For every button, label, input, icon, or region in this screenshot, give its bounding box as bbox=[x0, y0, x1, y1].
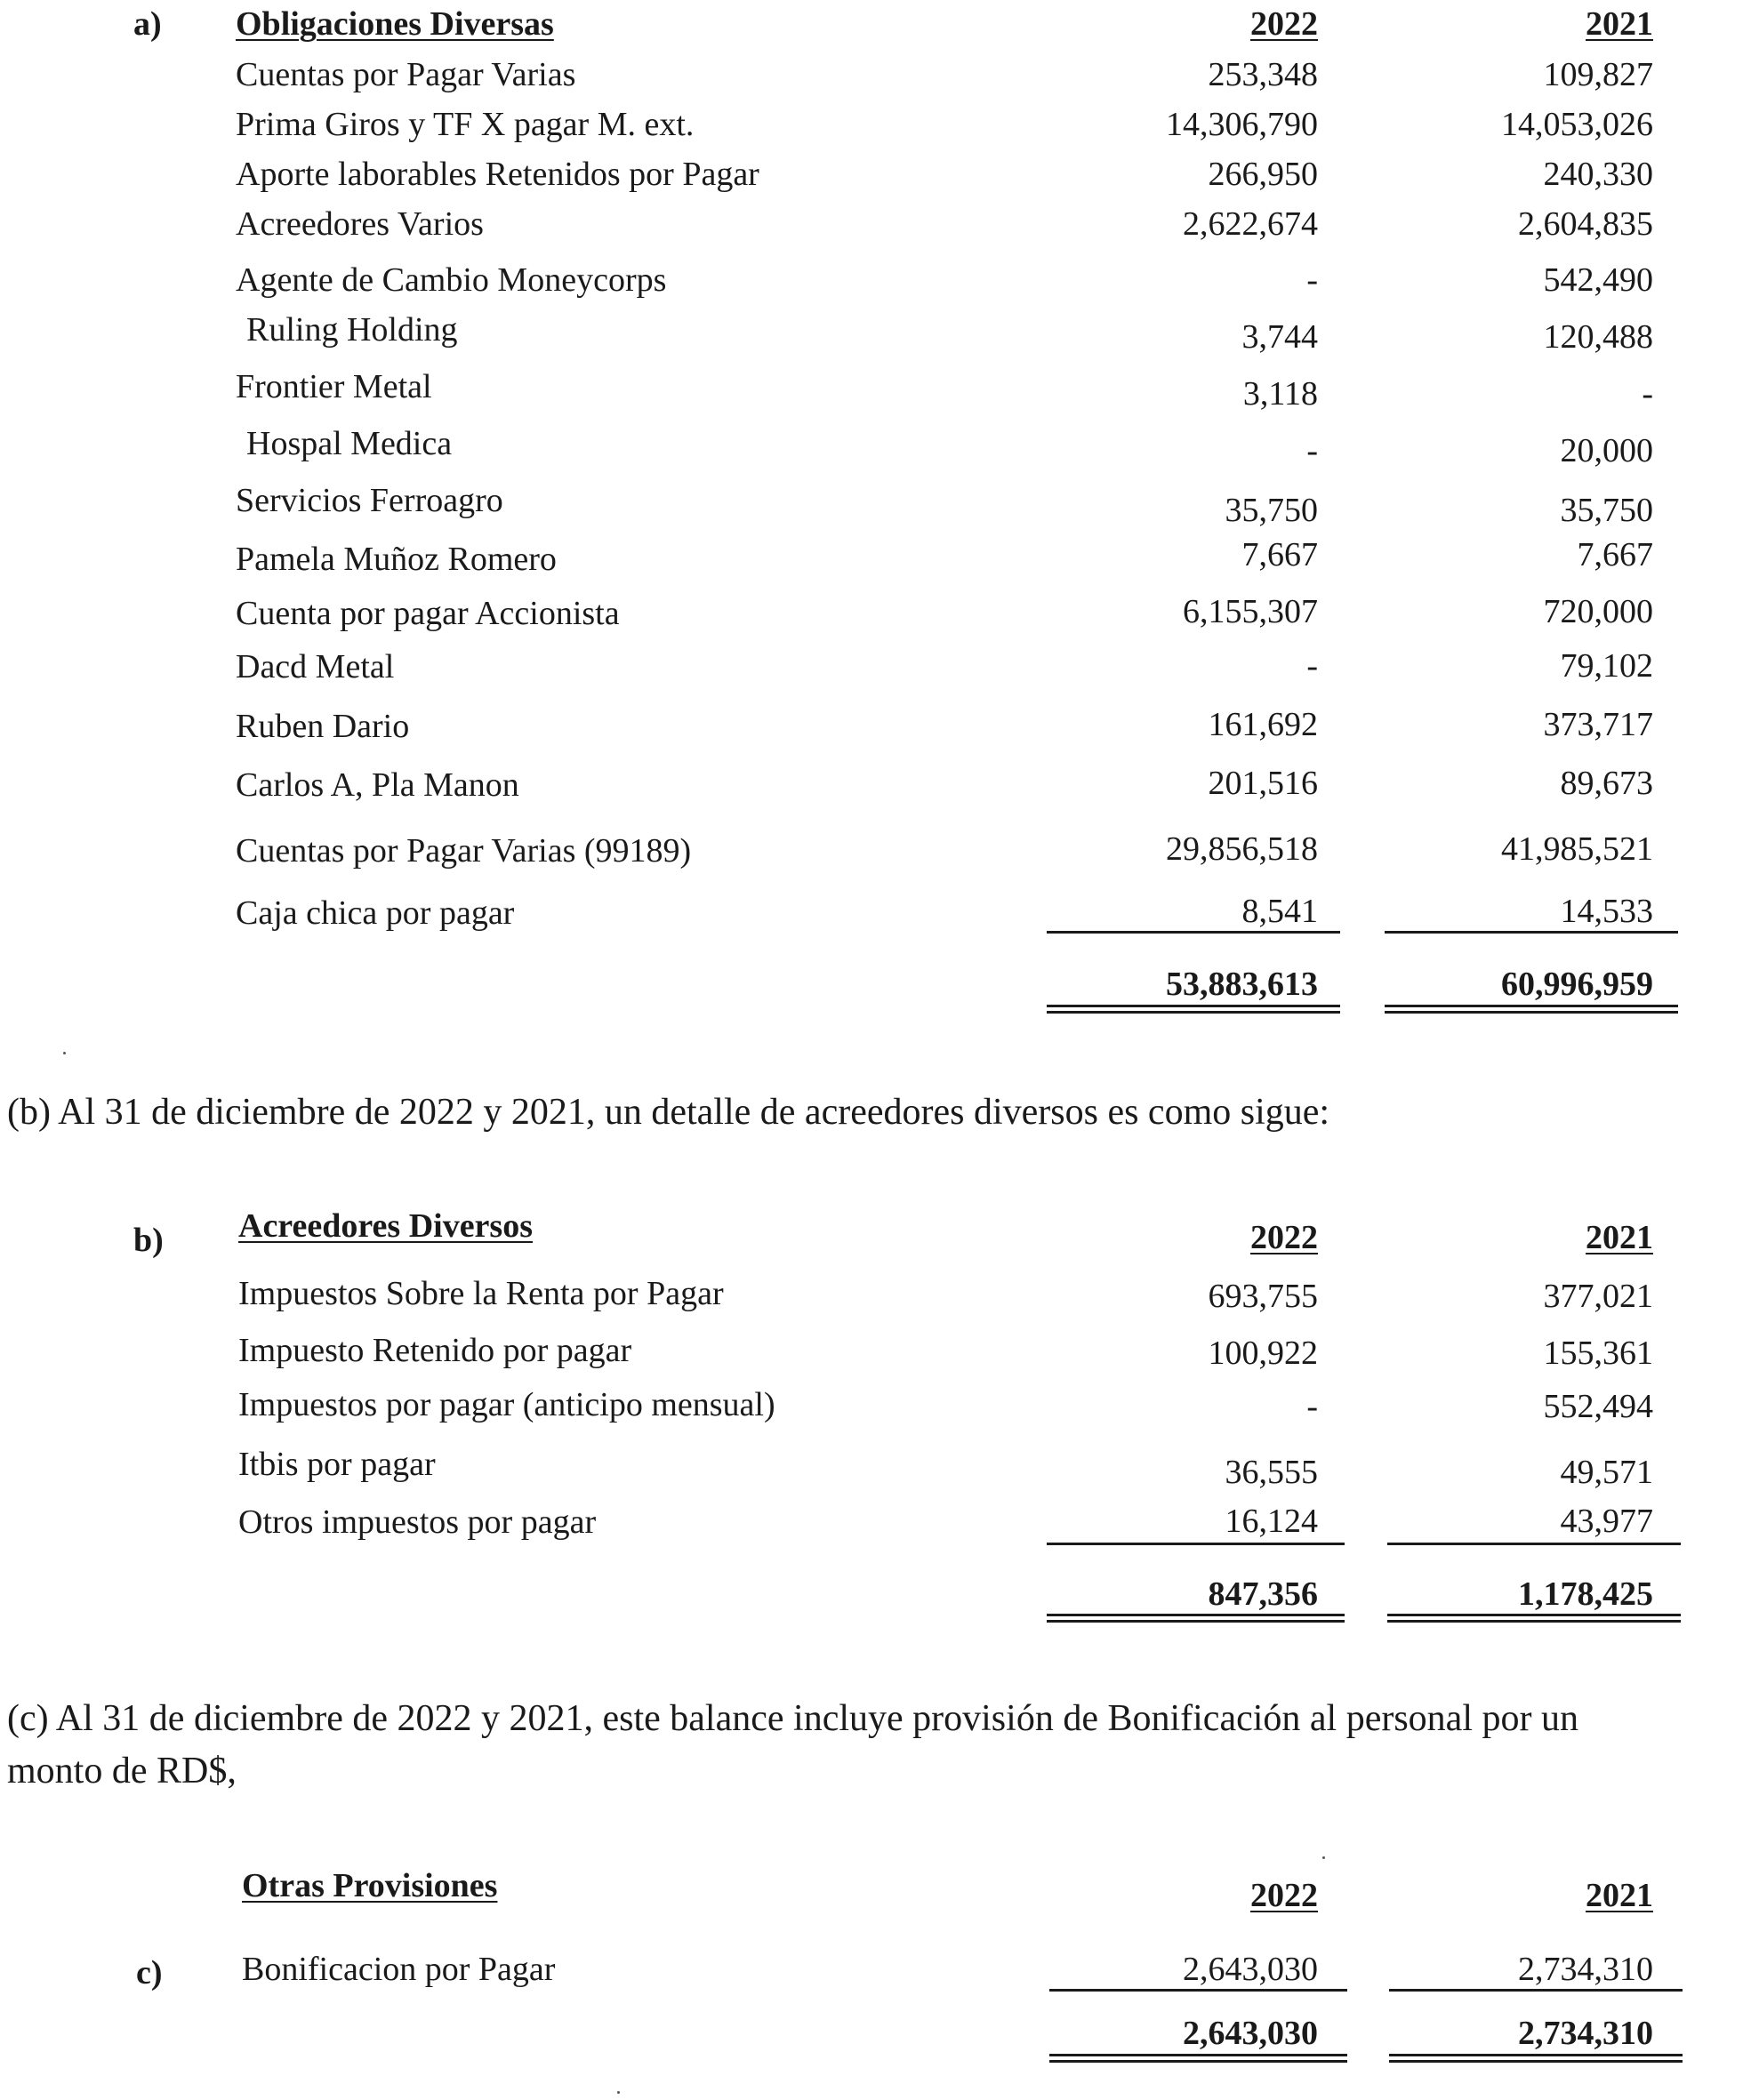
table-row-value-2021: 120,488 bbox=[1543, 318, 1653, 356]
subtotal-rule-2022 bbox=[1049, 1989, 1347, 1992]
subtotal-rule-2022 bbox=[1047, 931, 1340, 934]
paragraph-c-line-2: monto de RD$, bbox=[7, 1751, 237, 1791]
table-row-label: Impuestos Sobre la Renta por Pagar bbox=[238, 1275, 724, 1312]
table-row-label: Dacd Metal bbox=[236, 648, 395, 685]
table-row-label: Cuenta por pagar Accionista bbox=[236, 595, 620, 632]
table-row-value-2022: 2,622,674 bbox=[1183, 205, 1318, 243]
table-row-value-2022: 6,155,307 bbox=[1183, 593, 1318, 630]
table-row-label: Impuestos por pagar (anticipo mensual) bbox=[238, 1386, 775, 1423]
table-row-label: Caja chica por pagar bbox=[236, 894, 515, 932]
table-row-value-2022: - bbox=[1306, 432, 1318, 469]
table-row-value-2021: 2,604,835 bbox=[1518, 205, 1653, 243]
table-row-label: Agente de Cambio Moneycorps bbox=[236, 261, 667, 299]
section-b-total-2022: 847,356 bbox=[1208, 1575, 1318, 1613]
table-row-value-2021: 2,734,310 bbox=[1518, 1951, 1653, 1988]
scan-speck bbox=[63, 1052, 66, 1054]
table-row-label: Cuentas por Pagar Varias (99189) bbox=[236, 832, 692, 870]
scan-speck bbox=[617, 2091, 620, 2094]
paragraph-c-line-1: (c) Al 31 de diciembre de 2022 y 2021, este balance incluye provisión de Bonificación al personal por un bbox=[7, 1698, 1578, 1739]
table-row-value-2022: 201,516 bbox=[1208, 765, 1318, 802]
total-double-rule-2022 bbox=[1047, 1614, 1345, 1623]
subtotal-rule-2021 bbox=[1387, 1543, 1681, 1545]
section-a-year-2022: 2022 bbox=[1250, 5, 1318, 43]
table-row-label: Itbis por pagar bbox=[238, 1446, 436, 1483]
section-b-year-2021: 2021 bbox=[1586, 1219, 1653, 1256]
section-c-year-2021: 2021 bbox=[1586, 1877, 1653, 1914]
table-row-label: Carlos A, Pla Manon bbox=[236, 766, 519, 804]
table-row-value-2022: 161,692 bbox=[1208, 706, 1318, 743]
table-row-label: Servicios Ferroagro bbox=[236, 482, 503, 519]
table-row-value-2022: 253,348 bbox=[1208, 56, 1318, 93]
section-c-total-2021: 2,734,310 bbox=[1518, 2015, 1653, 2052]
section-c-total-2022: 2,643,030 bbox=[1183, 2015, 1318, 2052]
table-row-value-2021: 14,053,026 bbox=[1501, 106, 1653, 143]
table-row-label: Acreedores Varios bbox=[236, 205, 484, 243]
total-double-rule-2022 bbox=[1049, 2054, 1347, 2063]
section-b-letter: b) bbox=[133, 1222, 164, 1259]
table-row-label: Pamela Muñoz Romero bbox=[236, 541, 557, 578]
table-row-value-2021: 41,985,521 bbox=[1501, 830, 1653, 868]
table-row-value-2022: 100,922 bbox=[1208, 1335, 1318, 1372]
table-row-value-2021: 14,533 bbox=[1560, 893, 1653, 930]
table-row-label: Frontier Metal bbox=[236, 368, 432, 405]
table-row-value-2022: 2,643,030 bbox=[1183, 1951, 1318, 1988]
table-row-value-2021: 155,361 bbox=[1543, 1335, 1653, 1372]
table-row-label: Bonificacion por Pagar bbox=[242, 1951, 556, 1988]
table-row-value-2021: 552,494 bbox=[1543, 1388, 1653, 1425]
total-double-rule-2021 bbox=[1389, 2054, 1683, 2063]
table-row-value-2022: 35,750 bbox=[1225, 492, 1318, 529]
table-row-value-2021: 542,490 bbox=[1543, 261, 1653, 299]
section-b-year-2022: 2022 bbox=[1250, 1219, 1318, 1256]
table-row-value-2022: 7,667 bbox=[1241, 536, 1318, 573]
subtotal-rule-2021 bbox=[1385, 931, 1678, 934]
table-row-value-2021: 7,667 bbox=[1577, 536, 1653, 573]
table-row-value-2022: - bbox=[1306, 1388, 1318, 1425]
section-b-title: Acreedores Diversos bbox=[238, 1207, 533, 1245]
section-a-letter: a) bbox=[133, 5, 162, 43]
table-row-label: Hospal Medica bbox=[246, 425, 453, 462]
subtotal-rule-2021 bbox=[1389, 1989, 1683, 1992]
table-row-value-2022: - bbox=[1306, 261, 1318, 299]
table-row-label: Impuesto Retenido por pagar bbox=[238, 1332, 632, 1369]
table-row-value-2022: - bbox=[1306, 647, 1318, 685]
section-c-letter: c) bbox=[136, 1954, 163, 1992]
table-row-value-2021: 720,000 bbox=[1543, 593, 1653, 630]
table-row-value-2021: 43,977 bbox=[1560, 1503, 1653, 1540]
table-row-label: Prima Giros y TF X pagar M. ext. bbox=[236, 106, 695, 143]
table-row-value-2021: 377,021 bbox=[1543, 1278, 1653, 1315]
table-row-label: Otros impuestos por pagar bbox=[238, 1503, 597, 1541]
table-row-value-2021: 89,673 bbox=[1560, 765, 1653, 802]
table-row-value-2021: - bbox=[1642, 375, 1653, 413]
table-row-value-2022: 3,744 bbox=[1241, 318, 1318, 356]
section-c-title: Otras Provisiones bbox=[242, 1867, 498, 1904]
table-row-value-2022: 693,755 bbox=[1208, 1278, 1318, 1315]
table-row-label: Ruben Dario bbox=[236, 708, 410, 745]
section-a-total-2021: 60,996,959 bbox=[1501, 966, 1653, 1003]
table-row-value-2021: 49,571 bbox=[1560, 1454, 1653, 1491]
table-row-value-2021: 79,102 bbox=[1560, 647, 1653, 685]
total-double-rule-2021 bbox=[1385, 1005, 1678, 1014]
table-row-value-2022: 8,541 bbox=[1241, 893, 1318, 930]
section-c-year-2022: 2022 bbox=[1250, 1877, 1318, 1914]
table-row-value-2022: 29,856,518 bbox=[1166, 830, 1318, 868]
table-row-label: Ruling Holding bbox=[246, 311, 458, 349]
section-b-total-2021: 1,178,425 bbox=[1518, 1575, 1653, 1613]
table-row-value-2021: 240,330 bbox=[1543, 156, 1653, 193]
table-row-value-2022: 14,306,790 bbox=[1166, 106, 1318, 143]
paragraph-b: (b) Al 31 de diciembre de 2022 y 2021, un detalle de acreedores diversos es como sigue: bbox=[7, 1092, 1330, 1133]
table-row-value-2021: 373,717 bbox=[1543, 706, 1653, 743]
scan-speck bbox=[1322, 1856, 1325, 1859]
total-double-rule-2021 bbox=[1387, 1614, 1681, 1623]
table-row-value-2022: 3,118 bbox=[1242, 375, 1318, 413]
table-row-value-2021: 20,000 bbox=[1560, 432, 1653, 469]
table-row-label: Cuentas por Pagar Varias bbox=[236, 56, 576, 93]
table-row-value-2022: 36,555 bbox=[1225, 1454, 1318, 1491]
total-double-rule-2022 bbox=[1047, 1005, 1340, 1014]
table-row-value-2022: 16,124 bbox=[1225, 1503, 1318, 1540]
subtotal-rule-2022 bbox=[1047, 1543, 1345, 1545]
table-row-label: Aporte laborables Retenidos por Pagar bbox=[236, 156, 759, 193]
table-row-value-2021: 109,827 bbox=[1543, 56, 1653, 93]
table-row-value-2022: 266,950 bbox=[1208, 156, 1318, 193]
section-a-year-2021: 2021 bbox=[1586, 5, 1653, 43]
section-a-title: Obligaciones Diversas bbox=[236, 5, 554, 43]
table-row-value-2021: 35,750 bbox=[1560, 492, 1653, 529]
section-a-total-2022: 53,883,613 bbox=[1166, 966, 1318, 1003]
